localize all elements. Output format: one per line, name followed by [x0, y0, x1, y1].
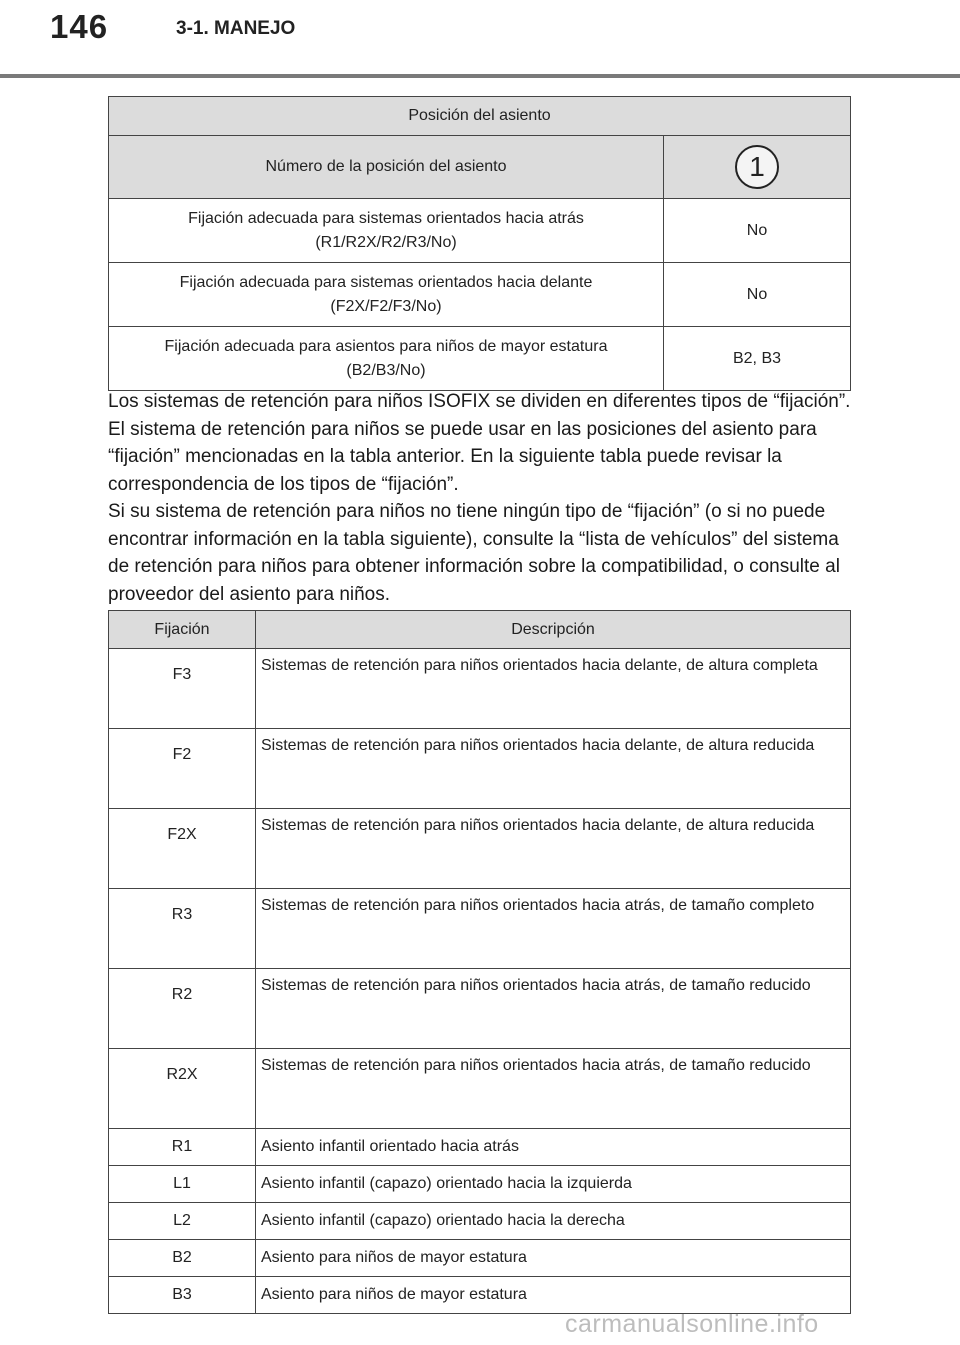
- row-label-line: Fijación adecuada para asientos para niños de mayor estatura: [164, 337, 608, 355]
- table-row: [109, 1049, 851, 1129]
- fixation-description: Asiento infantil (capazo) orientado hacia la izquierda: [256, 1166, 851, 1203]
- fixation-description: Sistemas de retención para niños orientados hacia delante, de altura completa: [256, 649, 851, 729]
- row-label: [109, 263, 664, 327]
- fixation-description: Sistemas de retención para niños orientados hacia atrás, de tamaño reducido: [256, 969, 851, 1049]
- fixation-code: R2: [109, 969, 256, 1049]
- seat-position-caption: Posición del asiento: [109, 97, 851, 136]
- table-row: [109, 263, 851, 327]
- header-divider: [0, 74, 960, 78]
- column-header-fixation: Fijación: [109, 611, 256, 649]
- table-row: [109, 649, 851, 729]
- row-label-codes: (R1/R2X/R2/R3/No): [315, 233, 457, 251]
- fixation-code: L1: [109, 1166, 256, 1203]
- fixation-code: R2X: [109, 1049, 256, 1129]
- seat-number-badge: 1: [735, 145, 779, 189]
- table-row: [109, 1166, 851, 1203]
- row-value: B2, B3: [664, 327, 851, 391]
- watermark: carmanualsonline.info: [565, 1310, 819, 1338]
- paragraph-isofix-types: Los sistemas de retención para niños ISOFIX se dividen en diferentes tipos de “fijación”. El sistema de retención para niños se puede usar en las posiciones del asiento para “fijación” mencionadas en la tabla anterior. En la siguiente tabla puede revisar la correspondencia de los tipos de “fijación”.: [108, 391, 851, 495]
- fixation-description: Asiento para niños de mayor estatura: [256, 1240, 851, 1277]
- fixation-description: Sistemas de retención para niños orientados hacia delante, de altura reducida: [256, 729, 851, 809]
- fixation-description: Asiento infantil orientado hacia atrás: [256, 1129, 851, 1166]
- fixation-code: B2: [109, 1240, 256, 1277]
- row-label: [109, 199, 664, 263]
- fixation-description: Sistemas de retención para niños orientados hacia atrás, de tamaño reducido: [256, 1049, 851, 1129]
- seat-number-row: [109, 136, 851, 199]
- fixation-code: F2: [109, 729, 256, 809]
- row-label-line: Fijación adecuada para sistemas orientados hacia delante: [179, 273, 593, 291]
- table-row: [109, 1129, 851, 1166]
- section-title: 3-1. MANEJO: [176, 18, 296, 39]
- table-row: [109, 327, 851, 391]
- fixation-code: F3: [109, 649, 256, 729]
- table-row: [109, 199, 851, 263]
- seat-number-cell: [664, 136, 851, 199]
- table-row: [109, 729, 851, 809]
- table-header-row: [109, 611, 851, 649]
- seat-position-table: [108, 96, 851, 391]
- table-row: [109, 1240, 851, 1277]
- row-label-codes: (B2/B3/No): [346, 361, 426, 379]
- fixation-description: Sistemas de retención para niños orientados hacia delante, de altura reducida: [256, 809, 851, 889]
- fixation-description: Asiento infantil (capazo) orientado hacia la derecha: [256, 1203, 851, 1240]
- row-value: No: [664, 199, 851, 263]
- fixation-code: R3: [109, 889, 256, 969]
- fixation-code: F2X: [109, 809, 256, 889]
- table-row: [109, 969, 851, 1049]
- page-number: 146: [50, 8, 109, 45]
- body-text: [108, 388, 853, 608]
- fixation-code: B3: [109, 1277, 256, 1314]
- row-label-codes: (F2X/F2/F3/No): [330, 297, 442, 315]
- table-row: [109, 809, 851, 889]
- seat-number-label: Número de la posición del asiento: [109, 136, 664, 199]
- row-label-line: Fijación adecuada para sistemas orientados hacia atrás: [188, 209, 584, 227]
- table-row: [109, 1277, 851, 1314]
- page-header: [0, 0, 960, 80]
- row-value: No: [664, 263, 851, 327]
- fixation-table: [108, 610, 851, 1314]
- fixation-code: L2: [109, 1203, 256, 1240]
- row-label: [109, 327, 664, 391]
- table-row: [109, 889, 851, 969]
- table-caption-row: [109, 97, 851, 136]
- fixation-code: R1: [109, 1129, 256, 1166]
- fixation-description: Sistemas de retención para niños orientados hacia atrás, de tamaño completo: [256, 889, 851, 969]
- column-header-description: Descripción: [256, 611, 851, 649]
- table-row: [109, 1203, 851, 1240]
- paragraph-compatibility: Si su sistema de retención para niños no tiene ningún tipo de “fijación” (o si no puede encontrar información en la tabla siguiente), consulte la “lista de vehículos” del sistema de retención para niños para obtener información sobre la compatibilidad, o consulte al proveedor del asiento para niños.: [108, 501, 840, 605]
- fixation-description: Asiento para niños de mayor estatura: [256, 1277, 851, 1314]
